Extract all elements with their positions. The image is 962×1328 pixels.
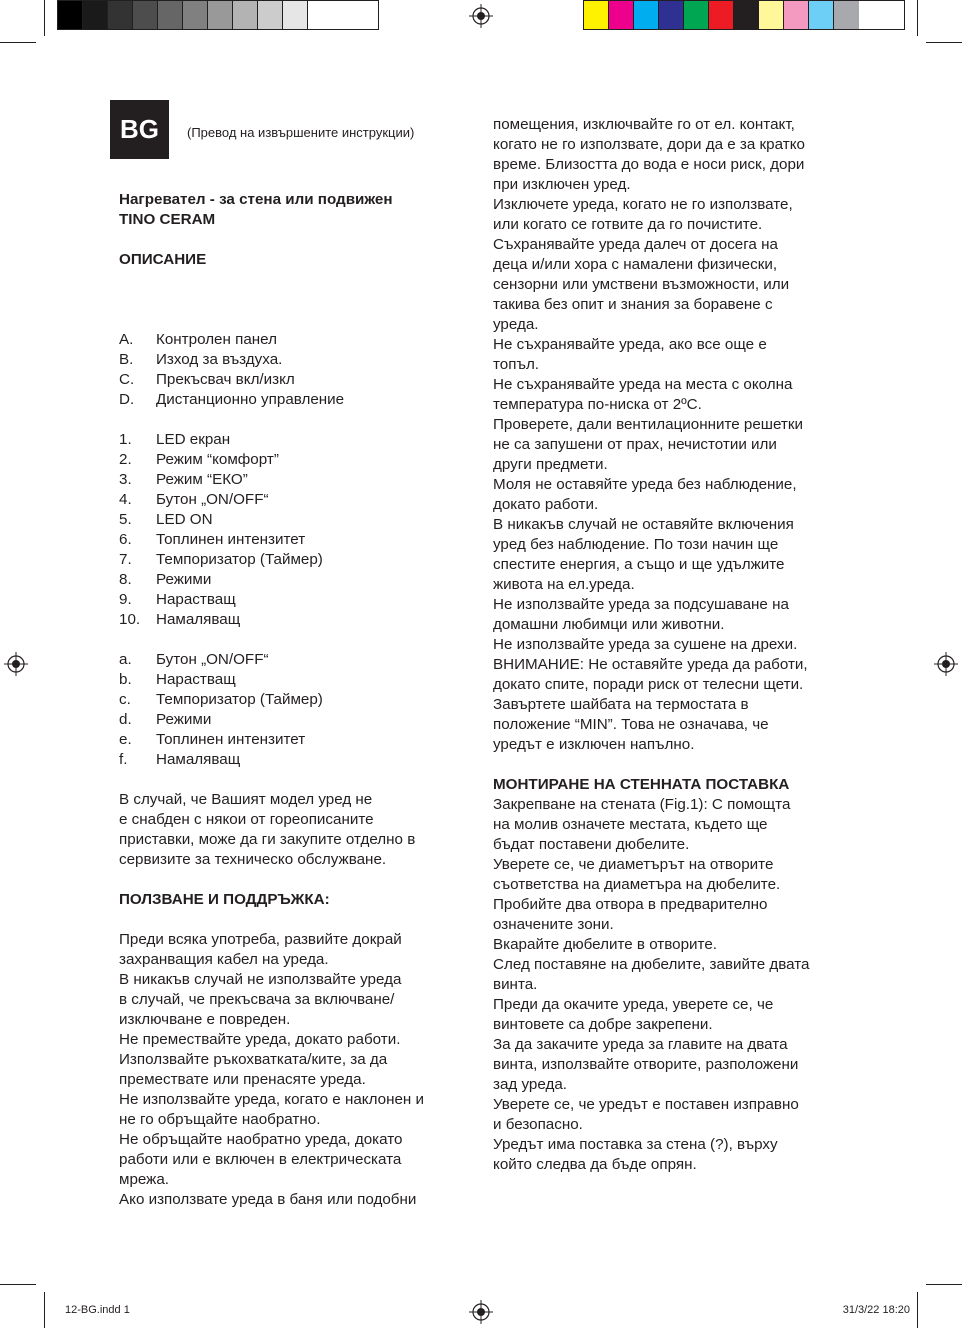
crop-mark	[44, 1292, 45, 1328]
list-item-key: 1.	[119, 431, 132, 448]
text-line: зад уреда.	[493, 1076, 568, 1093]
color-swatch	[834, 1, 859, 29]
text-line: Съхранявайте уреда далеч от досега на	[493, 236, 778, 253]
list-item-label: Темпоризатор (Таймер)	[156, 691, 323, 708]
list-item-label: Режими	[156, 571, 212, 588]
text-line: винта.	[493, 976, 538, 993]
color-swatch	[208, 1, 233, 29]
text-line: Уверете се, че уредът е поставен изправно	[493, 1096, 799, 1113]
list-item	[119, 730, 464, 750]
list-item-label: LED ON	[156, 511, 213, 528]
color-swatch	[283, 1, 308, 29]
crop-mark	[44, 0, 45, 36]
text-line: бъдат поставени дюбелите.	[493, 836, 690, 853]
list-item-label: Режим “ЕКО”	[156, 471, 248, 488]
color-swatch	[684, 1, 709, 29]
color-swatch	[108, 1, 133, 29]
registration-target-icon	[4, 652, 28, 676]
text-line: топъл.	[493, 356, 540, 373]
list-item-key: d.	[119, 711, 132, 728]
list-item	[119, 430, 464, 450]
grayscale-color-bar	[57, 0, 379, 30]
color-swatch	[58, 1, 83, 29]
left-column	[119, 190, 464, 1210]
list-item-label: Бутон „ON/OFF“	[156, 491, 269, 508]
list-item	[119, 590, 464, 610]
file-label: 12-BG.indd 1	[65, 1304, 130, 1316]
text-line: Не премествайте уреда, докато работи.	[119, 1031, 401, 1048]
text-line: уреда.	[493, 316, 539, 333]
crop-mark	[926, 1284, 962, 1285]
text-line: сензорни или умствени възможности, или	[493, 276, 790, 293]
list-item-label: Нарастващ	[156, 671, 236, 688]
text-line: ВНИМАНИЕ: Не оставяйте уреда да работи,	[493, 656, 808, 673]
list-item-label: Темпоризатор (Таймер)	[156, 551, 323, 568]
text-line: живота на ел.уреда.	[493, 576, 635, 593]
text-line: докато спите, поради риск от телесни щети.	[493, 676, 804, 693]
text-line: при изключен уред.	[493, 176, 631, 193]
color-swatch	[759, 1, 784, 29]
text-line: Не съхранявайте уреда на места с околна	[493, 376, 793, 393]
list-item	[119, 350, 464, 370]
text-line: Не използвайте уреда за подсушаване на	[493, 596, 789, 613]
list-item-key: 2.	[119, 451, 132, 468]
list-item	[119, 530, 464, 550]
text-line: помещения, изключвайте го от ел. контакт,	[493, 116, 795, 133]
text-line: време. Близостта до вода е носи риск, дори	[493, 156, 805, 173]
text-line: в случай, че прекъсвача за включване/	[119, 991, 395, 1008]
color-swatch	[183, 1, 208, 29]
list-item-label: Нарастващ	[156, 591, 236, 608]
list-item-label: Изход за въздуха.	[156, 351, 283, 368]
color-swatch	[809, 1, 834, 29]
text-line: Преди да окачите уреда, уверете се, че	[493, 996, 774, 1013]
list-item-key: a.	[119, 651, 132, 668]
color-swatch	[258, 1, 283, 29]
list-item-key: c.	[119, 691, 131, 708]
list-item-key: 3.	[119, 471, 132, 488]
crop-mark	[0, 42, 36, 43]
list-item-key: b.	[119, 671, 132, 688]
text-line: е снабден с някои от гореописаните	[119, 811, 374, 828]
text-line: захранващия кабел на уреда.	[119, 951, 329, 968]
text-line: Не използвайте уреда за сушене на дрехи.	[493, 636, 798, 653]
text-line: В никакъв случай не използвайте уреда	[119, 971, 402, 988]
language-badge: BG	[110, 100, 169, 159]
list-item-key: 8.	[119, 571, 132, 588]
list-item-label: Топлинен интензитет	[156, 731, 306, 748]
text-line: За да закачите уреда за главите на двата	[493, 1036, 788, 1053]
color-swatch	[734, 1, 759, 29]
text-line: винтовете са добре закрепени.	[493, 1016, 713, 1033]
list-item	[119, 490, 464, 510]
list-item-label: Прекъсвач вкл/изкл	[156, 371, 295, 388]
color-swatch	[158, 1, 183, 29]
list-item-label: Дистанционно управление	[156, 391, 345, 408]
text-line: винта, използвайте отворите, разположени	[493, 1056, 799, 1073]
list-item	[119, 450, 464, 470]
list-item-label: Топлинен интензитет	[156, 531, 306, 548]
list-item	[119, 650, 464, 670]
product-model: TINO CERAM	[119, 211, 216, 228]
translation-note: (Превод на извършените инструкции)	[187, 125, 415, 140]
text-line: не са запушени от прах, нечистотии или	[493, 436, 777, 453]
text-line: изключване е повреден.	[119, 1011, 291, 1028]
text-line: Уредът има поставка за стена (?), върху	[493, 1136, 778, 1153]
mounting-heading: МОНТИРАНЕ НА СТЕННАТА ПОСТАВКА	[493, 776, 790, 793]
text-line: Използвайте ръкохватката/ките, за да	[119, 1051, 388, 1068]
color-swatch	[609, 1, 634, 29]
text-line: домашни любимци или животни.	[493, 616, 725, 633]
text-line: или когато се готвите да го почистите.	[493, 216, 763, 233]
color-swatch	[584, 1, 609, 29]
color-swatch	[784, 1, 809, 29]
list-item	[119, 390, 464, 410]
text-line: Закрепване на стената (Fig.1): С помощта	[493, 796, 791, 813]
text-line: Завъртете шайбата на термостата в	[493, 696, 749, 713]
text-line: В никакъв случай не оставяйте включения	[493, 516, 794, 533]
accessories-paragraph	[119, 790, 464, 870]
parts-list-remote	[119, 650, 464, 770]
text-line: такива без опит и знания за боравене с	[493, 296, 773, 313]
list-item	[119, 330, 464, 350]
list-item	[119, 370, 464, 390]
text-line: уредът е изключен напълно.	[493, 736, 695, 753]
description-heading: ОПИСАНИЕ	[119, 251, 207, 268]
usage-paragraph	[119, 930, 464, 1210]
list-item-label: Намаляващ	[156, 751, 241, 768]
registration-target-icon	[469, 1300, 493, 1324]
list-item-key: 10.	[119, 611, 141, 628]
text-line: други предмети.	[493, 456, 608, 473]
parts-list-letters	[119, 330, 464, 410]
crop-mark	[917, 0, 918, 36]
list-item	[119, 510, 464, 530]
text-line: уред без наблюдение. По този начин ще	[493, 536, 779, 553]
list-item-label: Намаляващ	[156, 611, 241, 628]
usage-continued-paragraph	[493, 115, 853, 755]
list-item	[119, 670, 464, 690]
text-line: Не съхранявайте уреда, ако все още е	[493, 336, 767, 353]
list-item-key: 6.	[119, 531, 132, 548]
right-column	[493, 115, 853, 1175]
color-swatch	[83, 1, 108, 29]
parts-list-numbers	[119, 430, 464, 630]
text-line: След поставяне на дюбелите, завийте двата	[493, 956, 810, 973]
text-line: не го обръщайте наобратно.	[119, 1111, 321, 1128]
list-item-key: 4.	[119, 491, 132, 508]
text-line: съответства на диаметъра на дюбелите.	[493, 876, 781, 893]
list-item-key: D.	[119, 391, 135, 408]
text-line: работи или е включен в електрическата	[119, 1151, 402, 1168]
color-swatch	[308, 1, 333, 29]
list-item	[119, 750, 464, 770]
text-line: сервизите за техническо обслужване.	[119, 851, 387, 868]
registration-target-icon	[934, 652, 958, 676]
text-line: означените зони.	[493, 916, 614, 933]
text-line: Вкарайте дюбелите в отворите.	[493, 936, 717, 953]
list-item-label: Бутон „ON/OFF“	[156, 651, 269, 668]
text-line: спестите енергия, а също и ще удължите	[493, 556, 785, 573]
list-item	[119, 610, 464, 630]
text-line: Не използвайте уреда, когато е наклонен и	[119, 1091, 425, 1108]
list-item	[119, 470, 464, 490]
registration-target-icon	[469, 4, 493, 28]
color-swatch	[233, 1, 258, 29]
crop-mark	[926, 42, 962, 43]
text-line: положение “MIN”. Това не означава, че	[493, 716, 769, 733]
text-line: докато работи.	[493, 496, 599, 513]
text-line: Ако използвате уреда в баня или подобни	[119, 1191, 417, 1208]
text-line: Преди всяка употреба, развийте докрай	[119, 931, 402, 948]
list-item-label: Режими	[156, 711, 212, 728]
list-item	[119, 710, 464, 730]
list-item	[119, 550, 464, 570]
list-item-key: A.	[119, 331, 134, 348]
list-item-label: Режим “комфорт”	[156, 451, 279, 468]
list-item-key: 7.	[119, 551, 132, 568]
list-item-label: Контролен панел	[156, 331, 277, 348]
process-color-bar	[583, 0, 905, 30]
list-item-key: 5.	[119, 511, 132, 528]
color-swatch	[634, 1, 659, 29]
color-swatch	[133, 1, 158, 29]
product-title: Нагревател - за стена или подвижен	[119, 191, 393, 208]
text-line: Пробийте два отвора в предварително	[493, 896, 768, 913]
date-label: 31/3/22 18:20	[842, 1304, 910, 1316]
list-item-key: 9.	[119, 591, 132, 608]
text-line: В случай, че Вашият модел уред не	[119, 791, 373, 808]
text-line: Проверете, дали вентилационните решетки	[493, 416, 804, 433]
list-item-key: C.	[119, 371, 135, 388]
text-line: Уверете се, че диаметърът на отворите	[493, 856, 774, 873]
text-line: и безопасно.	[493, 1116, 583, 1133]
color-swatch	[709, 1, 734, 29]
color-swatch	[659, 1, 684, 29]
list-item-key: e.	[119, 731, 132, 748]
text-line: температура по-ниска от 2ºC.	[493, 396, 702, 413]
crop-mark	[0, 1284, 36, 1285]
text-line: Моля не оставяйте уреда без наблюдение,	[493, 476, 797, 493]
text-line: когато не го използвате, дори да е за кратко	[493, 136, 805, 153]
usage-heading: ПОЛЗВАНЕ И ПОДДРЪЖКА:	[119, 891, 330, 908]
text-line: на молив означете местата, където ще	[493, 816, 768, 833]
list-item	[119, 570, 464, 590]
text-line: приставки, може да ги закупите отделно в	[119, 831, 416, 848]
text-line: деца и/или хора с намалени физически,	[493, 256, 778, 273]
mounting-paragraph	[493, 795, 853, 1175]
list-item-label: LED екран	[156, 431, 231, 448]
crop-mark	[917, 1292, 918, 1328]
list-item	[119, 690, 464, 710]
list-item-key: f.	[119, 751, 128, 768]
text-line: който следва да бъде опрян.	[493, 1156, 697, 1173]
text-line: мрежа.	[119, 1171, 169, 1188]
text-line: Изключете уреда, когато не го използвате,	[493, 196, 793, 213]
list-item-key: B.	[119, 351, 134, 368]
text-line: Не обръщайте наобратно уреда, докато	[119, 1131, 403, 1148]
text-line: премествате или пренасяте уреда.	[119, 1071, 366, 1088]
